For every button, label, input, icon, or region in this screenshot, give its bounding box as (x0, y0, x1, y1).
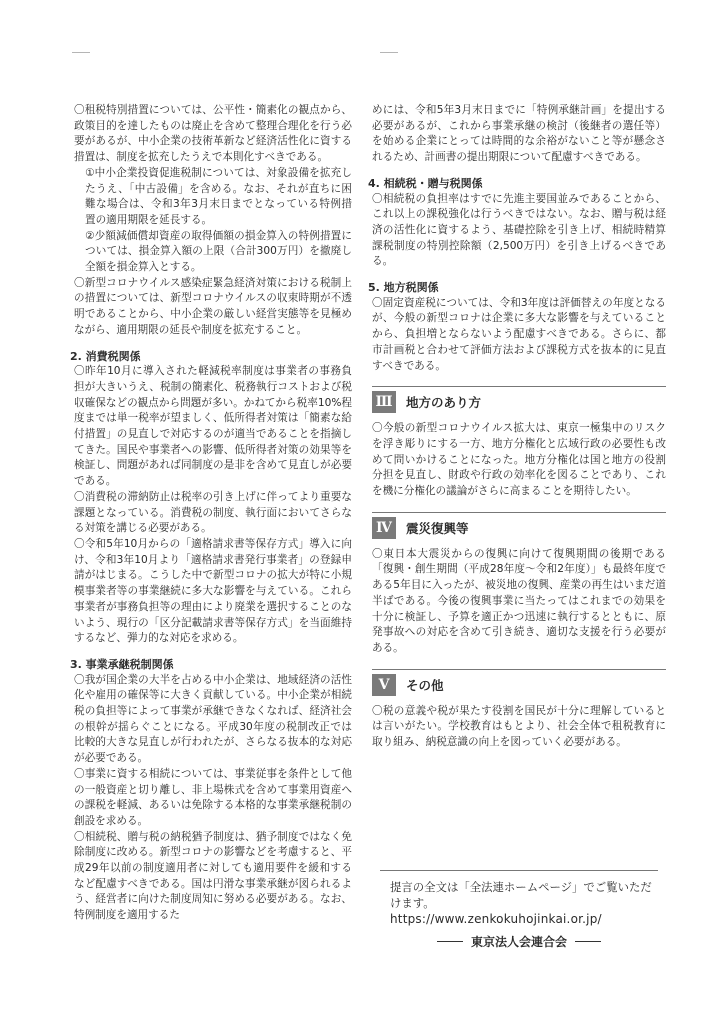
chapter-3-title: 地方のあり方 (406, 395, 482, 411)
dash-right (575, 941, 601, 942)
section-heading-inheritance: 4. 相続税・贈与税関係 (368, 176, 483, 190)
chapter-3-header (372, 386, 666, 413)
succession-paragraph-3: 〇相続税、贈与税の納税猶予制度は、猶予制度ではなく免除制度に改める。新型コロナの影響などを考慮すると、平成29年以前の制度適用者に対しても適用要件を緩和するなど配慮すべきである。国は円滑な事業承継が図られるよう、経営者に向けた制度周知に努める必要がある。なお、特例制度を適用するた (74, 830, 352, 922)
local-tax-paragraph: 〇固定資産税については、令和3年度は評価替えの年度となるが、今般の新型コロナは企業に多大な影響を与えていることから、負担増とならないよう配慮すべきである。さらに、都市計画税と合わせて評価方法および課税方式を抜本的に見直すべきである。 (372, 296, 666, 372)
section-heading-succession: 3. 事業承継税制関係 (70, 657, 174, 671)
chapter-4-paragraph: 〇東日本大震災からの復興に向けて復興期間の後期である「復興・創生期間（平成28年度～令和2年度）」も最終年度である5年目に入ったが、被災地の復興、産業の再生はいまだ道半ばである。今後の復興事業に当たってはこれまでの効果を十分に検証し、予算を適正かつ迅速に執行するとともに、原発事故への対応を含めて引き続き、適切な支援を行う必要がある。 (372, 547, 666, 654)
succession-paragraph-2: 〇事業に資する相続については、事業従事を条件として他の一般資産と切り離し、非上場株式を含めて事業用資産への課税を軽減、あるいは免除する本格的な事業承継税制の創設を求める。 (74, 767, 352, 827)
sub-item-1: ①中小企業投資促進税制については、対象設備を拡充したうえ、「中古設備」を含める。なお、それが直ちに困難な場合は、令和3年3月末日までとなっている特例措置の適用期限を延長する。 (85, 166, 352, 226)
consumption-paragraph-1: 〇昨年10月に導入された軽減税率制度は事業者の事務負担が大きいうえ、税制の簡素化、税務執行コストおよび税収確保などの観点から問題が多い。かねてから税率10%程度までは単一税率が望ましく、低所得者対策は「簡素な給付措置」の見直しで対応するのが適当であることを指摘してきた。国民や事業者への影響、低所得者対策の効果等を検証し、問題があれば同制度の是非を含めて見直しが必要である。 (74, 365, 352, 488)
chapter-5-title: その他 (406, 677, 444, 693)
consumption-paragraph-3: 〇令和5年10月からの「適格請求書等保存方式」導入に向け、令和3年10月より「適格請求書発行事業者」の登録申請がはじまる。こうした中で新型コロナの拡大が特に小規模事業者等の事業継続に多大な影響を与えている。これら事業者が事務負担等の理由により廃業を選択することのないよう、現行の「区分記載請求書等保存方式」を当面維持するなど、弾力的な対応を求める。 (74, 537, 352, 645)
organization-name: 東京法人会連合会 (470, 935, 567, 949)
chapter-4-header (372, 512, 666, 539)
intro-paragraph: 〇租税特別措置については、公平性・簡素化の観点から、政策目的を達したものは廃止を含めて整理合理化を行う必要があるが、中小企業の技術革新など経済活性化に資する措置は、制度を拡充したうえで本則化すべきである。 (74, 104, 352, 164)
section-heading-consumption-tax: 2. 消費税関係 (70, 349, 141, 363)
note-text: 提言の全文は「全法連ホームページ」でご覧いただけます。 (390, 880, 652, 910)
covid-paragraph: 〇新型コロナウイルス感染症緊急経済対策における税制上の措置については、新型コロナウイルスの収束時期が不透明であることから、中小企業の厳しい経営実態等を見極めながら、適用期限の延長や制度を拡充すること。 (74, 276, 352, 336)
consumption-paragraph-2: 〇消費税の滞納防止は税率の引き上げに伴ってより重要な課題となっている。消費税の制度、執行面においてさらなる対策を講じる必要がある。 (74, 490, 352, 535)
chapter-5-paragraph: 〇税の意義や税が果たす役割を国民が十分に理解しているとは言いがたい。学校教育はもとより、社会全体で租税教育に取り組み、納税意識の向上を図っていく必要がある。 (372, 704, 666, 749)
section-heading-local-tax: 5. 地方税関係 (368, 281, 439, 295)
inheritance-paragraph: 〇相続税の負担率はすでに先進主要国並みであることから、これ以上の課税強化は行うべきではない。なお、贈与税は経済の活性化に資するよう、基礎控除を引き上げ、相続時精算課税制度の特別控除額（2,500万円）を引き上げるべきである。 (372, 192, 666, 268)
roman-numeral-4: Ⅳ (372, 517, 396, 539)
organization-signature (380, 933, 658, 950)
roman-numeral-3: Ⅲ (372, 391, 396, 413)
top-scan-mark-left (72, 52, 90, 53)
top-scan-mark-right (380, 52, 398, 53)
chapter-5-header (372, 669, 666, 696)
succession-paragraph-1: 〇我が国企業の大半を占める中小企業は、地域経済の活性化や雇用の確保等に大きく貢献している。中小企業が相続税の負担等によって事業が承継できなくなれば、経済社会の根幹が揺らぐことになる。平成30年度の税制改正では比較的大きな見直しが行われたが、さらなる抜本的な対応が必要である。 (74, 673, 352, 765)
website-link[interactable]: https://www.zenkokuhojinkai.or.jp/ (390, 912, 602, 926)
roman-numeral-5: Ⅴ (372, 674, 396, 696)
right-column (368, 103, 666, 751)
left-column (70, 103, 352, 924)
continued-paragraph: めには、令和5年3月末日までに「特例承継計画」を提出する必要があるが、これから事業承継の検討（後継者の選任等）を始める企業にとっては時間的な余裕がないこと等が懸念されるため、計画書の提出期限について配慮すべきである。 (372, 104, 666, 164)
website-note (380, 870, 658, 950)
dash-left (437, 941, 463, 942)
chapter-4-title: 震災復興等 (406, 520, 469, 536)
chapter-3-paragraph: 〇今般の新型コロナウイルス拡大は、東京一極集中のリスクを浮き彫りにする一方、地方分権化と広域行政の必要性も改めて問いかけることになった。地方分権化は国と地方の役割分担を見直し、財政や行政の効率化を図ることであり、これを機に分権化の議論がさらに高まることを期待したい。 (372, 422, 666, 498)
note-divider (380, 870, 658, 871)
sub-item-2: ②少額減価償却資産の取得価額の損金算入の特例措置については、損金算入額の上限（合計300万円）を撤廃し全額を損金算入とする。 (85, 229, 352, 274)
